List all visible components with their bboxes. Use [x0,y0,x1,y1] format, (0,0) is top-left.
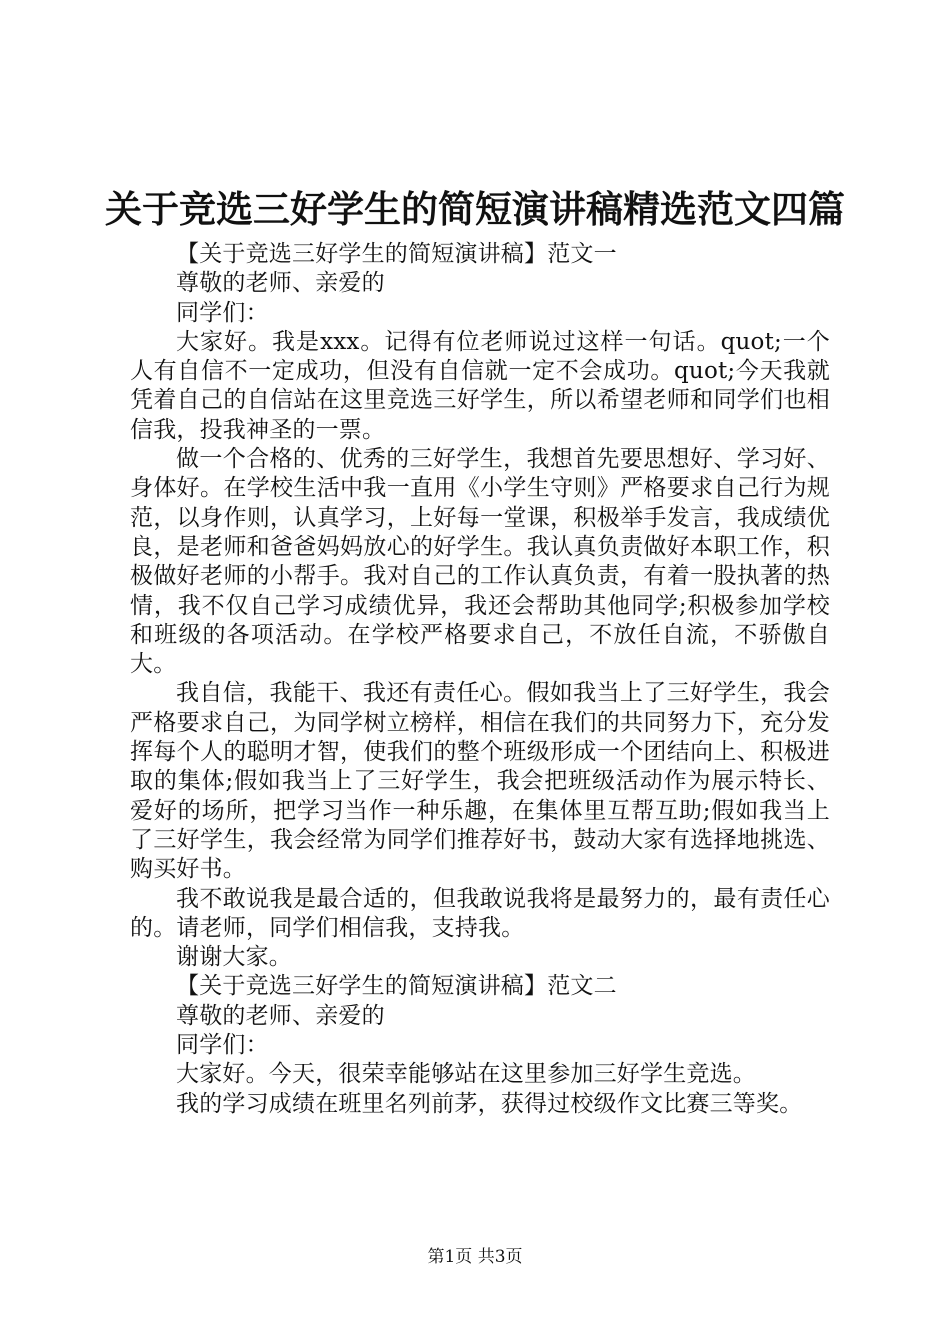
paragraph-salutation-3: 尊敬的老师、亲爱的 [176,1002,385,1029]
paragraph-body-1: 做一个合格的、优秀的三好学生，我想首先要思想好、学习好、身体好。在学校生活中我一直用《小学生守则》严格要求自己行为规范，以身作则，认真学习，上好每一堂课，积极举手发言，我成绩优良，是老师和爸爸妈妈放心的好学生。我认真负责做好本职工作，积极做好老师的小帮手。我对自己的工作认真负责，有着一股执著的热情，我不仅自己学习成绩优异，我还会帮助其他同学;积极参加学校和班级的各项活动。在学校严格要求自己，不放任自流，不骄傲自大。 [130,446,830,678]
paragraph-section-heading-1: 【关于竞选三好学生的简短演讲稿】范文一 [176,241,617,267]
paragraph-body-4: 我的学习成绩在班里名列前茅，获得过校级作文比赛三等奖。 [176,1090,803,1117]
paragraph-salutation-2: 同学们： [176,299,269,326]
paragraph-salutation-1: 尊敬的老师、亲爱的 [176,270,385,297]
document-title: 关于竞选三好学生的简短演讲稿精选范文四篇 [105,188,845,231]
paragraph-greeting: 大家好。我是xxx。记得有位老师说过这样一句话。quot;一个人有自信不一定成功，但没有自信就一定不会成功。quot;今天我就凭着自己的自信站在这里竞选三好学生，所以希望老师和同学们也相信我，投我神圣的一票。 [130,328,830,443]
paragraph-salutation-4: 同学们： [176,1032,269,1059]
paragraph-section-heading-2: 【关于竞选三好学生的简短演讲稿】范文二 [176,973,617,1000]
paragraph-greeting-2: 大家好。今天，很荣幸能够站在这里参加三好学生竞选。 [176,1061,756,1088]
paragraph-thanks: 谢谢大家。 [176,944,292,971]
paragraph-body-3: 我不敢说我是最合适的，但我敢说我将是最努力的，最有责任心的。请老师，同学们相信我，支持我。 [130,885,830,941]
document-body [130,240,830,1119]
page-number-footer: 第1页 共3页 [427,1247,523,1267]
paragraph-body-2: 我自信，我能干、我还有责任心。假如我当上了三好学生，我会严格要求自己，为同学树立榜样，相信在我们的共同努力下，充分发挥每个人的聪明才智，使我们的整个班级形成一个团结向上、积极进取的集体;假如我当上了三好学生，我会把班级活动作为展示特长、爱好的场所，把学习当作一种乐趣，在集体里互帮互助;假如我当上了三好学生，我会经常为同学们推荐好书，鼓动大家有选择地挑选、购买好书。 [130,680,830,883]
